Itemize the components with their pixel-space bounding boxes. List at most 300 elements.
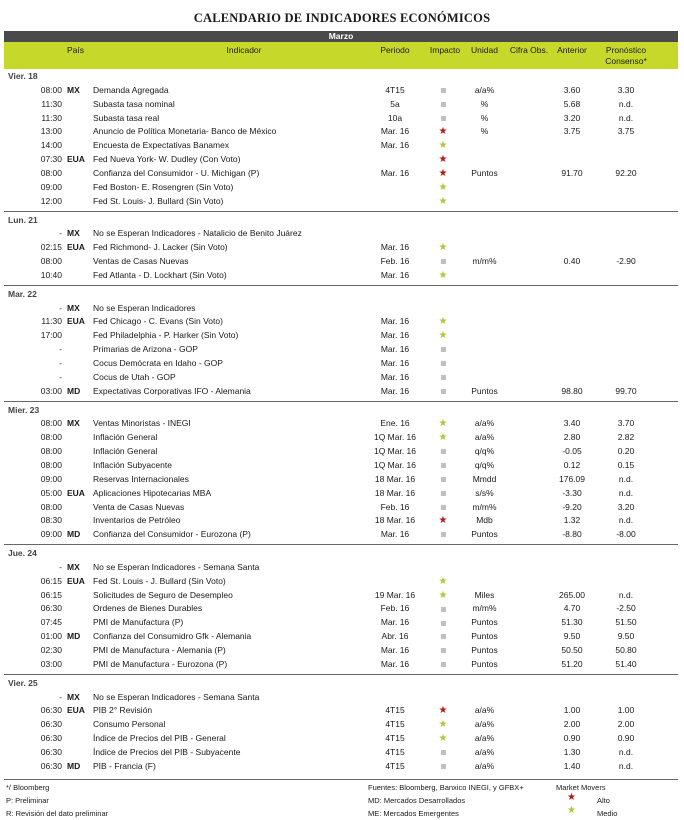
impact-low-square-icon	[437, 616, 449, 629]
impact-high-star-icon: ★	[438, 705, 448, 717]
row-time: 12:00	[40, 195, 62, 206]
impact-low-square-icon	[437, 84, 449, 97]
row-indicator: Índice de Precios del PIB - Subyacente	[93, 746, 241, 757]
row-indicator: Anuncio de Política Monetaria- Banco de México	[93, 126, 277, 137]
row-anterior: 1.30	[563, 746, 581, 757]
row-indicator: Subasta tasa real	[93, 112, 160, 123]
row-time: 08:00	[40, 167, 62, 178]
impact-medium-star-icon: ★	[438, 575, 448, 587]
row-indicator: PMI de Manufactura - Eurozona (P)	[93, 658, 228, 669]
table-row	[0, 473, 684, 486]
row-time: 11:30	[41, 112, 62, 123]
day-separator	[4, 401, 678, 402]
row-pronostico: 0.15	[617, 459, 635, 470]
row-indicator: Expectativas Corporativas IFO - Alemania	[93, 385, 251, 396]
row-time: -	[59, 302, 62, 313]
row-period: 1Q Mar. 16	[373, 459, 417, 470]
row-indicator: Fed Boston- E. Rosengren (Sin Voto)	[93, 181, 234, 192]
impact-medium-star-icon: ★	[438, 242, 448, 254]
impact-low-square-icon	[437, 98, 449, 111]
row-pronostico: n.d.	[618, 487, 634, 498]
impact-medium-star-icon: ★	[438, 733, 448, 745]
row-pronostico: n.d.	[618, 98, 634, 109]
impact-medium-star-icon: ★	[438, 418, 448, 430]
row-time: 06:30	[40, 760, 62, 771]
header-pronostico-line1: Pronóstico	[605, 45, 647, 55]
row-period: 10a	[387, 112, 403, 123]
table-row	[0, 302, 684, 315]
impact-medium-star-icon: ★	[438, 195, 448, 207]
row-country: MX	[67, 561, 80, 572]
footer-alto: Alto	[597, 796, 610, 805]
row-anterior: 3.60	[563, 84, 581, 95]
row-period: Mar. 16	[380, 330, 410, 341]
table-row	[0, 487, 684, 500]
row-unit: Puntos	[471, 631, 498, 642]
row-time: 06:15	[40, 589, 62, 600]
table-row	[0, 357, 684, 370]
footer-market-movers: Market Movers	[556, 783, 606, 792]
impact-medium-star-icon: ★	[438, 330, 448, 342]
month-bar: Marzo	[4, 31, 678, 42]
table-row	[0, 658, 684, 671]
row-indicator: Aplicaciones Hipotecarias MBA	[93, 487, 212, 498]
row-anterior: 176.09	[559, 473, 585, 484]
row-period: Ene. 16	[380, 418, 410, 429]
table-row	[0, 616, 684, 629]
table-row	[0, 459, 684, 472]
impact-high-star-icon: ★	[438, 126, 448, 138]
table-row	[0, 718, 684, 731]
row-anterior: -9.20	[562, 501, 582, 512]
row-indicator: PMI de Manufactura (P)	[93, 617, 184, 628]
row-time: 07:30	[40, 154, 62, 165]
table-row	[0, 385, 684, 398]
row-indicator: Solicitudes de Seguro de Desempleo	[93, 589, 233, 600]
row-time: 08:00	[40, 459, 62, 470]
table-row	[0, 139, 684, 152]
impact-medium-star-icon: ★	[438, 140, 448, 152]
day-label: Vier. 18	[8, 71, 38, 81]
row-indicator: No se Esperan Indicadores - Natalicio de Benito Juárez	[93, 228, 302, 239]
row-period: 18 Mar. 16	[374, 487, 416, 498]
footer-md: MD: Mercados Desarrollados	[368, 796, 466, 805]
row-unit: Mmdd	[472, 473, 497, 484]
row-indicator: Inflación General	[93, 446, 158, 457]
table-row	[0, 691, 684, 704]
row-indicator: Ventas de Casas Nuevas	[93, 256, 189, 267]
row-time: 09:00	[40, 529, 62, 540]
footer-note-3: R: Revisión del dato preliminar	[6, 809, 109, 818]
impact-medium-star-icon: ★	[438, 316, 448, 328]
row-unit: a/a%	[474, 432, 495, 443]
row-indicator: Primarias de Arizona - GOP	[93, 344, 198, 355]
row-unit: m/m%	[472, 501, 497, 512]
row-anterior: 2.80	[563, 432, 581, 443]
row-unit: m/m%	[472, 256, 497, 267]
row-unit: Puntos	[471, 645, 498, 655]
row-time: 08:00	[40, 501, 62, 512]
row-time: -	[59, 691, 62, 702]
row-country: MD	[67, 529, 81, 540]
table-row	[0, 431, 684, 444]
footer-medio: Medio	[597, 809, 618, 818]
row-period: Feb. 16	[380, 603, 410, 614]
table-row	[0, 84, 684, 97]
row-pronostico: n.d.	[618, 473, 634, 484]
row-indicator: Fed Chicago - C. Evans (Sin Voto)	[93, 316, 223, 327]
row-pronostico: 2.00	[617, 719, 635, 730]
row-period: Mar. 16	[380, 358, 410, 368]
row-indicator: Ordenes de Bienes Durables	[93, 603, 203, 614]
table-row	[0, 644, 684, 657]
day-separator	[4, 211, 678, 212]
row-anterior: 1.40	[563, 760, 581, 771]
row-anterior: 3.40	[563, 418, 581, 429]
table-row	[0, 153, 684, 166]
legend-star-medium-icon: ★	[567, 805, 576, 816]
impact-high-star-icon: ★	[438, 167, 448, 179]
row-indicator: PIB - Francia (F)	[93, 760, 156, 771]
row-period: Mar. 16	[380, 617, 410, 628]
row-indicator: Fed St. Louis- J. Bullard (Sin Voto)	[93, 195, 224, 206]
footer-note-2: P: Preliminar	[6, 796, 49, 805]
row-country: EUA	[67, 316, 85, 327]
row-indicator: Fed Richmond- J. Lacker (Sin Voto)	[93, 242, 228, 253]
row-anterior: 2.00	[563, 719, 581, 730]
header-periodo: Periodo	[380, 45, 410, 55]
row-country: EUA	[67, 154, 85, 165]
impact-low-square-icon	[437, 112, 449, 125]
row-indicator: Índice de Precios del PIB - General	[93, 733, 226, 744]
row-anterior: 91.70	[561, 167, 583, 178]
impact-low-square-icon	[437, 357, 449, 370]
impact-low-square-icon	[437, 343, 449, 356]
row-period: Mar. 16	[380, 140, 410, 151]
row-time: 06:30	[40, 719, 62, 730]
row-indicator: Confianza del Consumidor - Eurozona (P)	[93, 529, 251, 540]
impact-high-star-icon: ★	[438, 154, 448, 166]
row-period: 1Q Mar. 16	[373, 446, 417, 457]
row-time: 02:30	[40, 645, 62, 655]
row-time: 02:15	[40, 242, 62, 253]
day-label: Mar. 22	[8, 288, 37, 299]
table-row	[0, 445, 684, 458]
table-row	[0, 112, 684, 125]
impact-medium-star-icon: ★	[438, 589, 448, 601]
row-time: 06:30	[40, 603, 62, 614]
row-time: -	[59, 228, 62, 239]
impact-low-square-icon	[437, 487, 449, 500]
row-period: 1Q Mar. 16	[373, 432, 417, 443]
row-time: 06:15	[40, 575, 62, 586]
row-unit: q/q%	[474, 446, 495, 457]
row-time: 14:00	[40, 140, 62, 151]
header-indicador: Indicador	[226, 45, 262, 55]
row-pronostico: n.d.	[618, 746, 634, 757]
row-indicator: Encuesta de Expectativas Banamex	[93, 140, 230, 151]
row-anterior: 3.75	[563, 126, 581, 137]
row-indicator: Cocus de Utah - GOP	[93, 371, 176, 382]
impact-low-square-icon	[437, 445, 449, 458]
row-period: Mar. 16	[380, 316, 410, 327]
row-indicator: Inventarios de Petróleo	[93, 515, 181, 526]
footer-divider	[4, 779, 678, 780]
row-time: 07:45	[40, 617, 62, 628]
table-row	[0, 561, 684, 574]
row-indicator: No se Esperan Indicadores - Semana Santa	[93, 691, 260, 702]
row-unit: q/q%	[474, 459, 495, 470]
row-anterior: 1.32	[563, 515, 581, 526]
row-time: 06:30	[40, 705, 62, 716]
row-period: Mar. 16	[380, 385, 410, 396]
row-time: 06:30	[40, 733, 62, 744]
row-pronostico: 99.70	[615, 385, 637, 396]
row-period: 18 Mar. 16	[374, 515, 416, 526]
row-indicator: Confianza del Consumidro Gfk - Alemania	[93, 631, 252, 642]
row-period: 4T15	[385, 733, 405, 744]
row-anterior: 9.50	[563, 631, 581, 642]
day-label: Mier. 23	[8, 404, 40, 415]
row-unit: Puntos	[471, 658, 498, 669]
row-indicator: Reservas Internacionales	[93, 473, 189, 484]
row-unit: a/a%	[474, 746, 495, 757]
row-time: 09:00	[40, 181, 62, 192]
row-anterior: 3.20	[563, 112, 581, 123]
row-indicator: Cocus Demócrata en Idaho - GOP	[93, 358, 223, 368]
row-period: 5a	[390, 98, 400, 109]
impact-medium-star-icon: ★	[438, 719, 448, 731]
table-row	[0, 255, 684, 268]
row-period: Mar. 16	[380, 529, 410, 540]
header-unidad: Unidad	[471, 45, 498, 55]
header-pronostico	[598, 45, 654, 67]
row-unit: Puntos	[471, 617, 498, 628]
table-row	[0, 732, 684, 745]
row-time: 08:30	[40, 515, 62, 526]
row-period: 4T15	[385, 705, 405, 716]
row-unit: a/a%	[474, 733, 495, 744]
row-period: 4T15	[385, 746, 405, 757]
row-period: Abr. 16	[381, 631, 409, 642]
table-row	[0, 417, 684, 430]
row-country: EUA	[67, 575, 85, 586]
row-anterior: 0.12	[563, 459, 581, 470]
row-period: Mar. 16	[380, 126, 410, 137]
table-row	[0, 269, 684, 282]
row-unit: %	[480, 112, 489, 123]
impact-medium-star-icon: ★	[438, 432, 448, 444]
table-row	[0, 195, 684, 208]
row-unit: %	[480, 126, 489, 137]
row-time: 13:00	[40, 126, 62, 137]
table-row	[0, 602, 684, 615]
table-row	[0, 630, 684, 643]
table-row	[0, 125, 684, 138]
row-period: Mar. 16	[380, 269, 410, 280]
table-row	[0, 704, 684, 717]
row-pronostico: 3.20	[617, 501, 635, 512]
row-anterior: 50.50	[561, 645, 583, 655]
row-anterior: 1.00	[563, 705, 581, 716]
impact-low-square-icon	[437, 602, 449, 615]
impact-low-square-icon	[437, 746, 449, 759]
row-anterior: -3.30	[562, 487, 582, 498]
row-pronostico: 2.82	[617, 432, 635, 443]
row-indicator: Demanda Agregada	[93, 84, 169, 95]
table-row	[0, 315, 684, 328]
day-label: Jue. 24	[8, 548, 37, 559]
row-time: 08:00	[40, 446, 62, 457]
row-pronostico: -8.00	[616, 529, 636, 540]
table-row	[0, 528, 684, 541]
row-country: MD	[67, 760, 81, 771]
header-impacto: Impacto	[429, 45, 461, 55]
table-row	[0, 760, 684, 773]
row-indicator: Consumo Personal	[93, 719, 166, 730]
row-pronostico: 9.50	[617, 631, 635, 642]
row-pronostico: -2.50	[616, 603, 636, 614]
row-indicator: Subasta tasa nominal	[93, 98, 175, 109]
row-unit: a/a%	[474, 84, 495, 95]
footer-me: ME: Mercados Emergentes	[368, 809, 459, 818]
row-anterior: 51.20	[561, 658, 583, 669]
row-period: Mar. 16	[380, 242, 410, 253]
row-anterior: 5.68	[563, 98, 581, 109]
row-pronostico: 51.40	[615, 658, 637, 669]
row-period: 4T15	[385, 760, 405, 771]
row-unit: m/m%	[472, 603, 497, 614]
impact-high-star-icon: ★	[438, 515, 448, 527]
row-time: 17:00	[40, 330, 62, 341]
legend-star-high-icon: ★	[567, 792, 576, 803]
row-period: 4T15	[385, 719, 405, 730]
row-indicator: Fed Atlanta - D. Lockhart (Sin Voto)	[93, 269, 227, 280]
header-pais: País	[67, 45, 85, 55]
row-unit: a/a%	[474, 418, 495, 429]
impact-low-square-icon	[437, 371, 449, 384]
row-time: 03:00	[40, 385, 62, 396]
row-time: 05:00	[40, 487, 62, 498]
row-period: Mar. 16	[380, 645, 410, 655]
row-period: 4T15	[385, 84, 405, 95]
table-row	[0, 241, 684, 254]
row-pronostico: 0.20	[617, 446, 635, 457]
row-period: 19 Mar. 16	[374, 589, 416, 600]
row-unit: Puntos	[471, 167, 498, 178]
page-title: CALENDARIO DE INDICADORES ECONÓMICOS	[193, 11, 491, 25]
impact-low-square-icon	[437, 630, 449, 643]
header-pronostico-line2: Consenso*	[605, 56, 647, 66]
row-unit: Puntos	[471, 385, 498, 396]
row-time: 09:00	[40, 473, 62, 484]
row-country: MX	[67, 84, 80, 95]
row-country: MX	[67, 418, 80, 429]
table-row	[0, 98, 684, 111]
table-row	[0, 589, 684, 602]
row-unit: Mdb	[476, 515, 493, 526]
row-unit: %	[480, 98, 489, 109]
row-anterior: 265.00	[559, 589, 585, 600]
row-pronostico: 0.90	[617, 733, 635, 744]
row-period: Feb. 16	[380, 256, 410, 267]
row-indicator: PMI de Manufactura - Alemania (P)	[93, 645, 226, 655]
row-period: Mar. 16	[380, 167, 410, 178]
row-time: 08:00	[40, 432, 62, 443]
impact-low-square-icon	[437, 501, 449, 514]
row-time: 03:00	[40, 658, 62, 669]
table-row	[0, 575, 684, 588]
row-indicator: No se Esperan Indicadores - Semana Santa	[93, 561, 260, 572]
impact-low-square-icon	[437, 644, 449, 657]
row-indicator: Fed Philadelphia - P. Harker (Sin Voto)	[93, 330, 239, 341]
row-period: Feb. 16	[380, 501, 410, 512]
row-period: 18 Mar. 16	[374, 473, 416, 484]
header-anterior: Anterior	[557, 45, 587, 55]
table-row	[0, 329, 684, 342]
row-time: 08:00	[40, 418, 62, 429]
row-indicator: Venta de Casas Nuevas	[93, 501, 185, 512]
row-unit: s/s%	[475, 487, 494, 498]
row-time: -	[59, 371, 62, 382]
row-pronostico: n.d.	[618, 112, 634, 123]
row-pronostico: n.d.	[618, 589, 634, 600]
table-row	[0, 343, 684, 356]
row-country: EUA	[67, 242, 85, 253]
row-unit: Puntos	[471, 529, 498, 540]
row-pronostico: -2.90	[616, 256, 636, 267]
table-row	[0, 167, 684, 180]
row-indicator: Inflación General	[93, 432, 158, 443]
row-pronostico: n.d.	[618, 515, 634, 526]
row-time: 08:00	[40, 84, 62, 95]
row-time: 06:30	[40, 746, 62, 757]
row-anterior: 98.80	[561, 385, 583, 396]
row-time: -	[59, 561, 62, 572]
row-time: 11:30	[41, 98, 62, 109]
row-anterior: 4.70	[563, 603, 581, 614]
row-pronostico: 3.75	[617, 126, 635, 137]
row-anterior: 0.40	[563, 256, 581, 267]
footer-sources: Fuentes: Bloomberg, Banxico INEGI, y GFBX+	[368, 783, 524, 792]
row-indicator: Ventas Minoristas - INEGI	[93, 418, 191, 429]
row-pronostico: 51.50	[615, 617, 637, 628]
row-time: 01:00	[40, 631, 62, 642]
row-period: Mar. 16	[380, 371, 410, 382]
table-row	[0, 501, 684, 514]
day-label: Lun. 21	[8, 214, 38, 225]
table-header	[4, 42, 678, 69]
table-row	[0, 514, 684, 527]
day-separator	[4, 674, 678, 675]
row-pronostico: 92.20	[615, 167, 637, 178]
footer-note-1: */ Bloomberg	[6, 783, 50, 792]
row-country: MX	[67, 228, 80, 239]
row-indicator: PIB 2° Revisión	[93, 705, 153, 716]
row-indicator: Confianza del Consumidor - U. Michigan (P)	[93, 167, 260, 178]
impact-low-square-icon	[437, 459, 449, 472]
row-unit: a/a%	[474, 719, 495, 730]
table-row	[0, 227, 684, 240]
table-row	[0, 371, 684, 384]
day-separator	[4, 544, 678, 545]
impact-medium-star-icon: ★	[438, 269, 448, 281]
header-cifra: Cifra Obs.	[509, 45, 549, 55]
row-anterior: 51.30	[561, 617, 583, 628]
impact-low-square-icon	[437, 255, 449, 268]
row-unit: a/a%	[474, 760, 495, 771]
row-indicator: Fed Nueva York- W. Dudley (Con Voto)	[93, 154, 241, 165]
